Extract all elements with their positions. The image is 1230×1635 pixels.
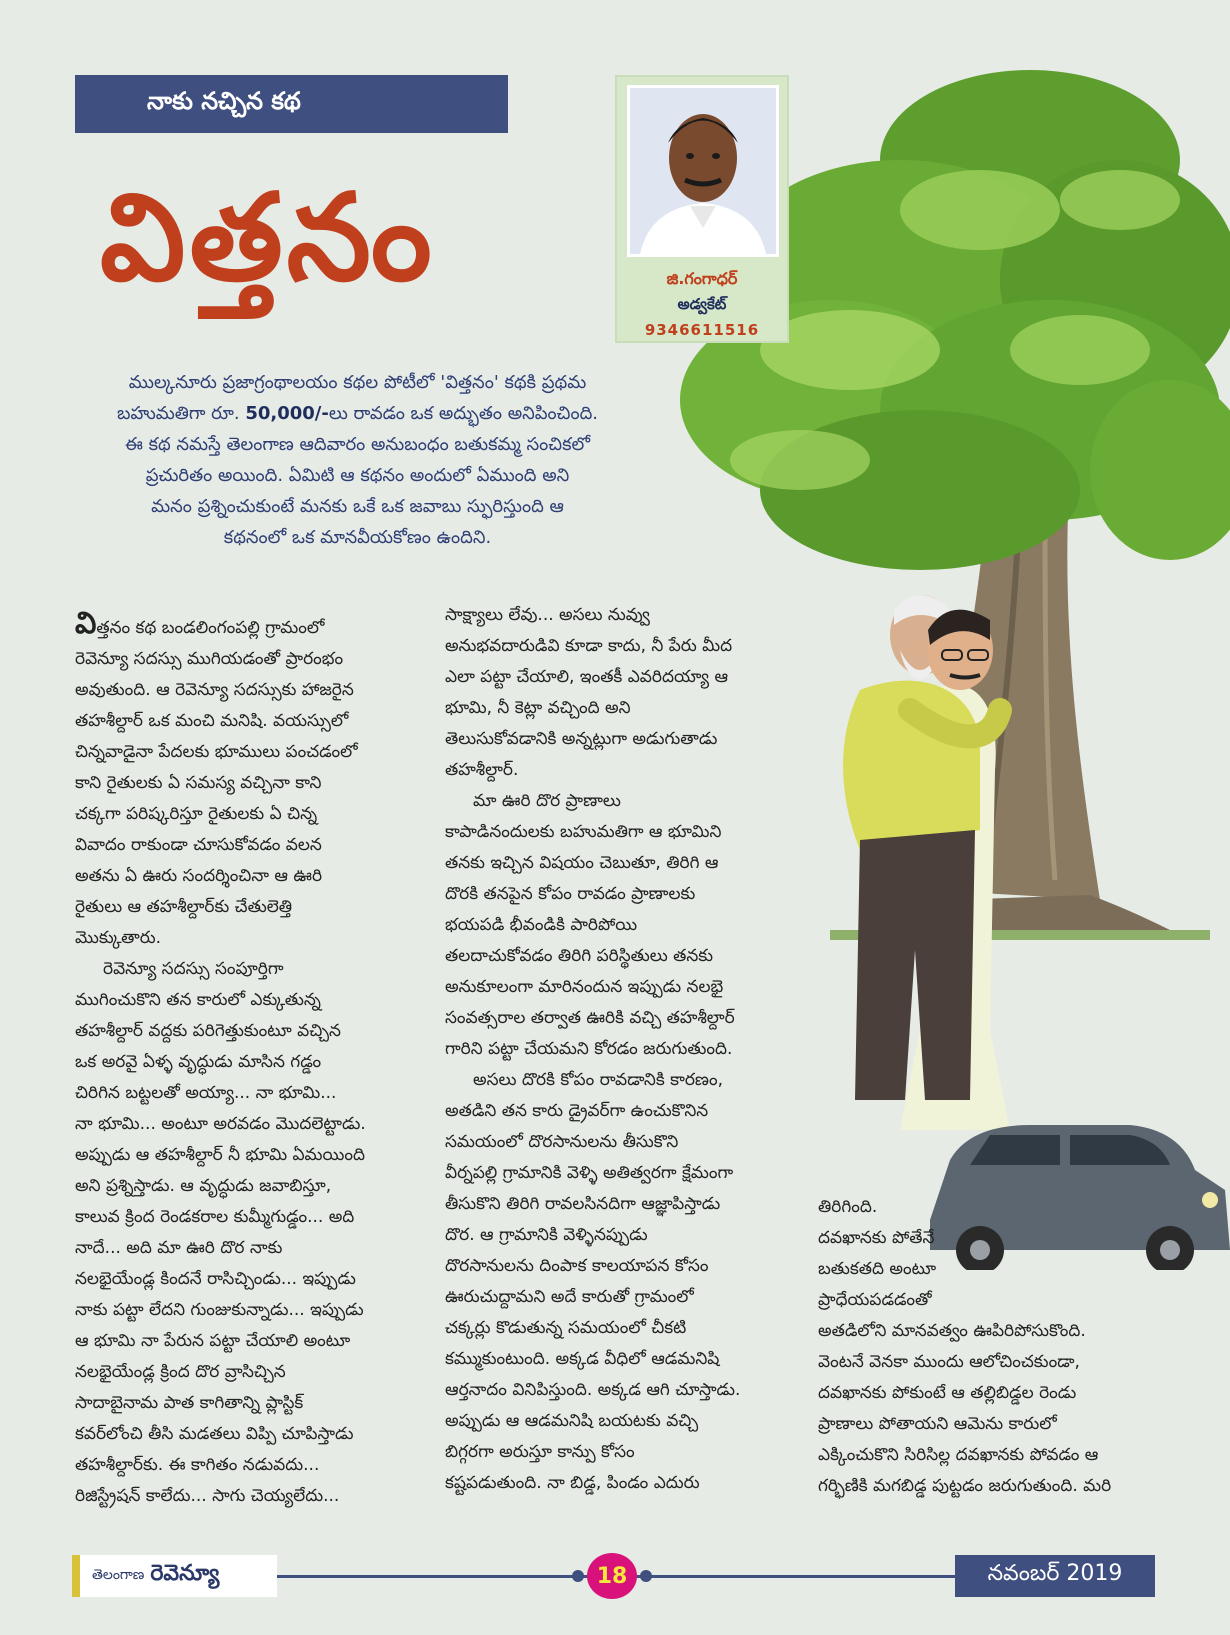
text-line: నాకు పట్టా లేదని గుంజుకున్నాడు... ఇప్పుడు [75, 1300, 364, 1320]
text-line: బిగ్గరగా అరుస్తూ కాన్పు కోసం [445, 1442, 635, 1462]
text-line: ప్రాధేయపడడంతో [818, 1290, 932, 1310]
text-line: కవర్‌లోంచి తీసి మడతలు విప్పి చూపిస్తాడు [75, 1424, 354, 1444]
text-line: విత్తనం కథ బండలింగంపల్లి గ్రామంలో [75, 606, 325, 641]
text-line: ఆ భూమి నా పేరున పట్టా చేయాలి అంటూ [75, 1331, 351, 1351]
text-line: గర్భిణికి మగబిడ్డ పుట్టడం జరుగుతుంది. మరి [818, 1476, 1112, 1496]
text-line: సమయంలో దొరసానులను తీసుకొని [445, 1132, 679, 1152]
text-line: అతడిలోని మానవత్వం ఊపిరిపోసుకొంది. [818, 1321, 1086, 1341]
text-line: అతడిని తన కారు డ్రైవర్‌గా ఉంచుకొనిన [445, 1101, 709, 1121]
story-title: విత్తనం [100, 167, 436, 308]
text-line: ముగించుకొని తన కారులో ఎక్కుతున్న [75, 990, 321, 1010]
issue-date: నవంబర్ 2019 [955, 1555, 1155, 1597]
text-line: తిరిగింది. [818, 1197, 878, 1217]
text-line: అనుభవదారుడివి కూడా కాదు, నీ పేరు మీద [445, 636, 733, 656]
article-column-3 [818, 1192, 1163, 1502]
text-line: వీర్నపల్లి గ్రామానికి వెళ్ళి అతిత్వరగా క్షేమంగా [445, 1163, 734, 1183]
text-line: తహశీల్దార్ వద్దకు పరిగెత్తుకుంటూ వచ్చిన [75, 1021, 341, 1041]
text-line: వివాదం రాకుండా చూసుకోవడం వలన [75, 835, 322, 855]
text-line: దొర. ఆ గ్రామానికి వెళ్ళినప్పుడు [445, 1225, 648, 1245]
footer-dot [572, 1570, 584, 1582]
text-line: తలదాచుకోవడం తిరిగి పరిస్థితులు తనకు [445, 946, 714, 966]
text-line: ఒక అరవై ఏళ్ళ వృద్ధుడు మాసిన గడ్డం [75, 1052, 322, 1072]
text-line: కాపాడినందులకు బహుమతిగా ఆ భూమిని [445, 822, 722, 842]
section-banner [75, 75, 508, 133]
text-line: సంవత్సరాల తర్వాత ఊరికి వచ్చి తహశీల్దార్ [445, 1008, 735, 1028]
text-line: అసలు దొరకి కోపం రావడానికి కారణం, [473, 1070, 723, 1090]
text-line: మా ఊరి దొర ప్రాణాలు [473, 791, 621, 811]
page-number: 18 [587, 1553, 637, 1599]
text-line: దవఖానకు పోకుంటే ఆ తల్లిబిడ్డల రెండు [818, 1383, 1077, 1403]
text-line: మొక్కుతారు. [75, 928, 162, 948]
text-line: అతను ఏ ఊరు సందర్శించినా ఆ ఊరి [75, 866, 323, 886]
text-line: నలభైయేండ్ల కిందనే రాసిచ్చిండు... ఇప్పుడు [75, 1269, 356, 1289]
text-line: కాలువ క్రింద రెండకరాల కుమ్మీగుడ్డం... అది [75, 1207, 355, 1227]
text-line: ఎలా పట్టా చేయాలి, ఇంతకీ ఎవరిదయ్యా ఆ [445, 667, 729, 687]
author-role: అడ్వకేట్ [677, 295, 727, 313]
author-card [615, 75, 789, 343]
text-line: ఊరుచుద్దామని అదే కారుతో గ్రామంలో [445, 1287, 694, 1307]
text-line: తీసుకొని తిరిగి రావలసినదిగా ఆజ్ఞాపిస్తాడు [445, 1194, 721, 1214]
text-line: భూమి, నీ కెట్లా వచ్చింది అని [445, 698, 631, 718]
text-line: దవఖానకు పోతేనే [818, 1228, 935, 1248]
text-line: అప్పుడు ఆ ఆడమనిషి బయటకు వచ్చి [445, 1411, 699, 1431]
text-line: వెంటనే వెనకా ముందు ఆలోచించకుండా, [818, 1352, 1080, 1372]
article-column-1 [75, 608, 420, 1512]
text-line: తెలుసుకోవడానికి అన్నట్లుగా అడుగుతాడు [445, 729, 718, 749]
text-line: భయపడి భీవండికి పారిపోయి [445, 915, 638, 935]
intro-line: బహుమతిగా రూ. 50,000/-లు రావడం ఒక అద్భుతం అనిపించింది. [116, 403, 599, 424]
text-line: ఎక్కించుకొని సిరిసిల్ల దవఖానకు పోవడం ఆ [818, 1445, 1099, 1465]
text-line: కమ్ముకుంటుంది. అక్కడ వీధిలో ఆడమనిషి [445, 1349, 720, 1369]
article-column-2 [445, 600, 790, 1499]
text-line: దొరకి తనపైన కోపం రావడం ప్రాణాలకు [445, 884, 696, 904]
author-photo [627, 85, 779, 257]
text-line: నలభైయేండ్ల క్రింద దొర వ్రాసిచ్చిన [75, 1362, 286, 1382]
text-line: తహశీల్దార్‌కు. ఈ కాగితం నడువదు... [75, 1455, 320, 1475]
prize-amount: 50,000/- [245, 403, 329, 424]
text-line: రెవెన్యూ సదస్సు సంపూర్తిగా [103, 959, 284, 979]
text-line: చక్కర్లు కొడుతున్న సమయంలో చీకటి [445, 1318, 687, 1338]
text-line: నా భూమి... అంటూ అరవడం మొదలెట్టాడు. [75, 1114, 366, 1134]
text-line: కష్టపడుతుంది. నా బిడ్డ, పిండం ఎదురు [445, 1473, 700, 1493]
author-name: జి.గంగాధర్ [666, 269, 738, 288]
footer-dot [640, 1570, 652, 1582]
magazine-name-big: రెవెన్యూ [150, 1561, 220, 1586]
text-line: సాక్ష్యాలు లేవు... అసలు నువ్వు [445, 605, 650, 625]
magazine-logo [72, 1555, 277, 1597]
text-line: అప్పుడు ఆ తహశీల్దార్ నీ భూమి ఏమయింది [75, 1145, 366, 1165]
text-line: తనకు ఇచ్చిన విషయం చెబుతూ, తిరిగి ఆ [445, 853, 719, 873]
author-phone: 9346611516 [644, 321, 760, 339]
text-line: చిన్నవాడైనా పేదలకు భూములు పంచడంలో [75, 742, 358, 762]
intro-line: కథనంలో ఒక మానవీయకోణం ఉందిని. [223, 527, 492, 548]
drop-cap: వి [75, 606, 97, 641]
text-line: గారిని పట్టా చేయమని కోరడం జరుగుతుంది. [445, 1039, 733, 1059]
text-line: ఆర్తనాదం వినిపిస్తుంది. అక్కడ ఆగి చూస్తాడు. [445, 1380, 741, 1400]
text-line: అనుకూలంగా మారినందున ఇప్పుడు నలభై [445, 977, 724, 997]
text-line: తహశీల్దార్ ఒక మంచి మనిషి. వయస్సులో [75, 711, 349, 731]
intro-paragraph [80, 367, 635, 553]
text-line: రైతులు ఆ తహశీల్దార్‌కు చేతులెత్తి [75, 897, 293, 917]
text-line: తహశీల్దార్. [445, 760, 519, 780]
text-line: అవుతుంది. ఆ రెవెన్యూ సదస్సుకు హాజరైన [75, 680, 354, 700]
text-line: కాని రైతులకు ఏ సమస్య వచ్చినా కాని [75, 773, 322, 793]
magazine-name-small: తెలంగాణ [92, 1566, 145, 1583]
text-line: చక్కగా పరిష్కరిస్తూ రైతులకు ఏ చిన్న [75, 804, 318, 824]
text-line: దొరసానులను దింపాక కాలయాపన కోసం [445, 1256, 709, 1276]
text-line: చిరిగిన బట్టలతో అయ్యా... నా భూమి... [75, 1083, 337, 1103]
intro-line: ఈ కథ నమస్తే తెలంగాణ ఆదివారం అనుబంధం బతుకమ్మ సంచికలో [124, 434, 591, 455]
intro-line: ముల్కనూరు ప్రజాగ్రంథాలయం కథల పోటీలో 'విత్తనం' కథకి ప్రథమ [128, 372, 587, 393]
text-line: రెవెన్యూ సదస్సు ముగియడంతో ప్రారంభం [75, 649, 344, 669]
intro-line: ప్రచురితం అయింది. ఏమిటి ఆ కథనం అందులో ఏముంది అని [145, 465, 570, 486]
section-label: నాకు నచ్చిన కథ [147, 87, 301, 115]
intro-line: మనం ప్రశ్నించుకుంటే మనకు ఒకే ఒక జవాబు స్ఫురిస్తుంది ఆ [151, 496, 564, 517]
text-line: నాదే... అది మా ఊరి దొర నాకు [75, 1238, 283, 1258]
text-line: సాదాబైనామ పాత కాగితాన్ని ప్లాస్టిక్ [75, 1393, 304, 1413]
text-line: ప్రాణాలు పోతాయని ఆమెను కారులో [818, 1414, 1057, 1434]
text-line: అని ప్రశ్నిస్తాడు. ఆ వృద్ధుడు జవాబిస్తూ, [75, 1176, 332, 1196]
text-line: బతుకతది అంటూ [818, 1259, 937, 1279]
text-line: రిజిస్ట్రేషన్ కాలేదు... సాగు చెయ్యలేదు... [75, 1486, 340, 1506]
